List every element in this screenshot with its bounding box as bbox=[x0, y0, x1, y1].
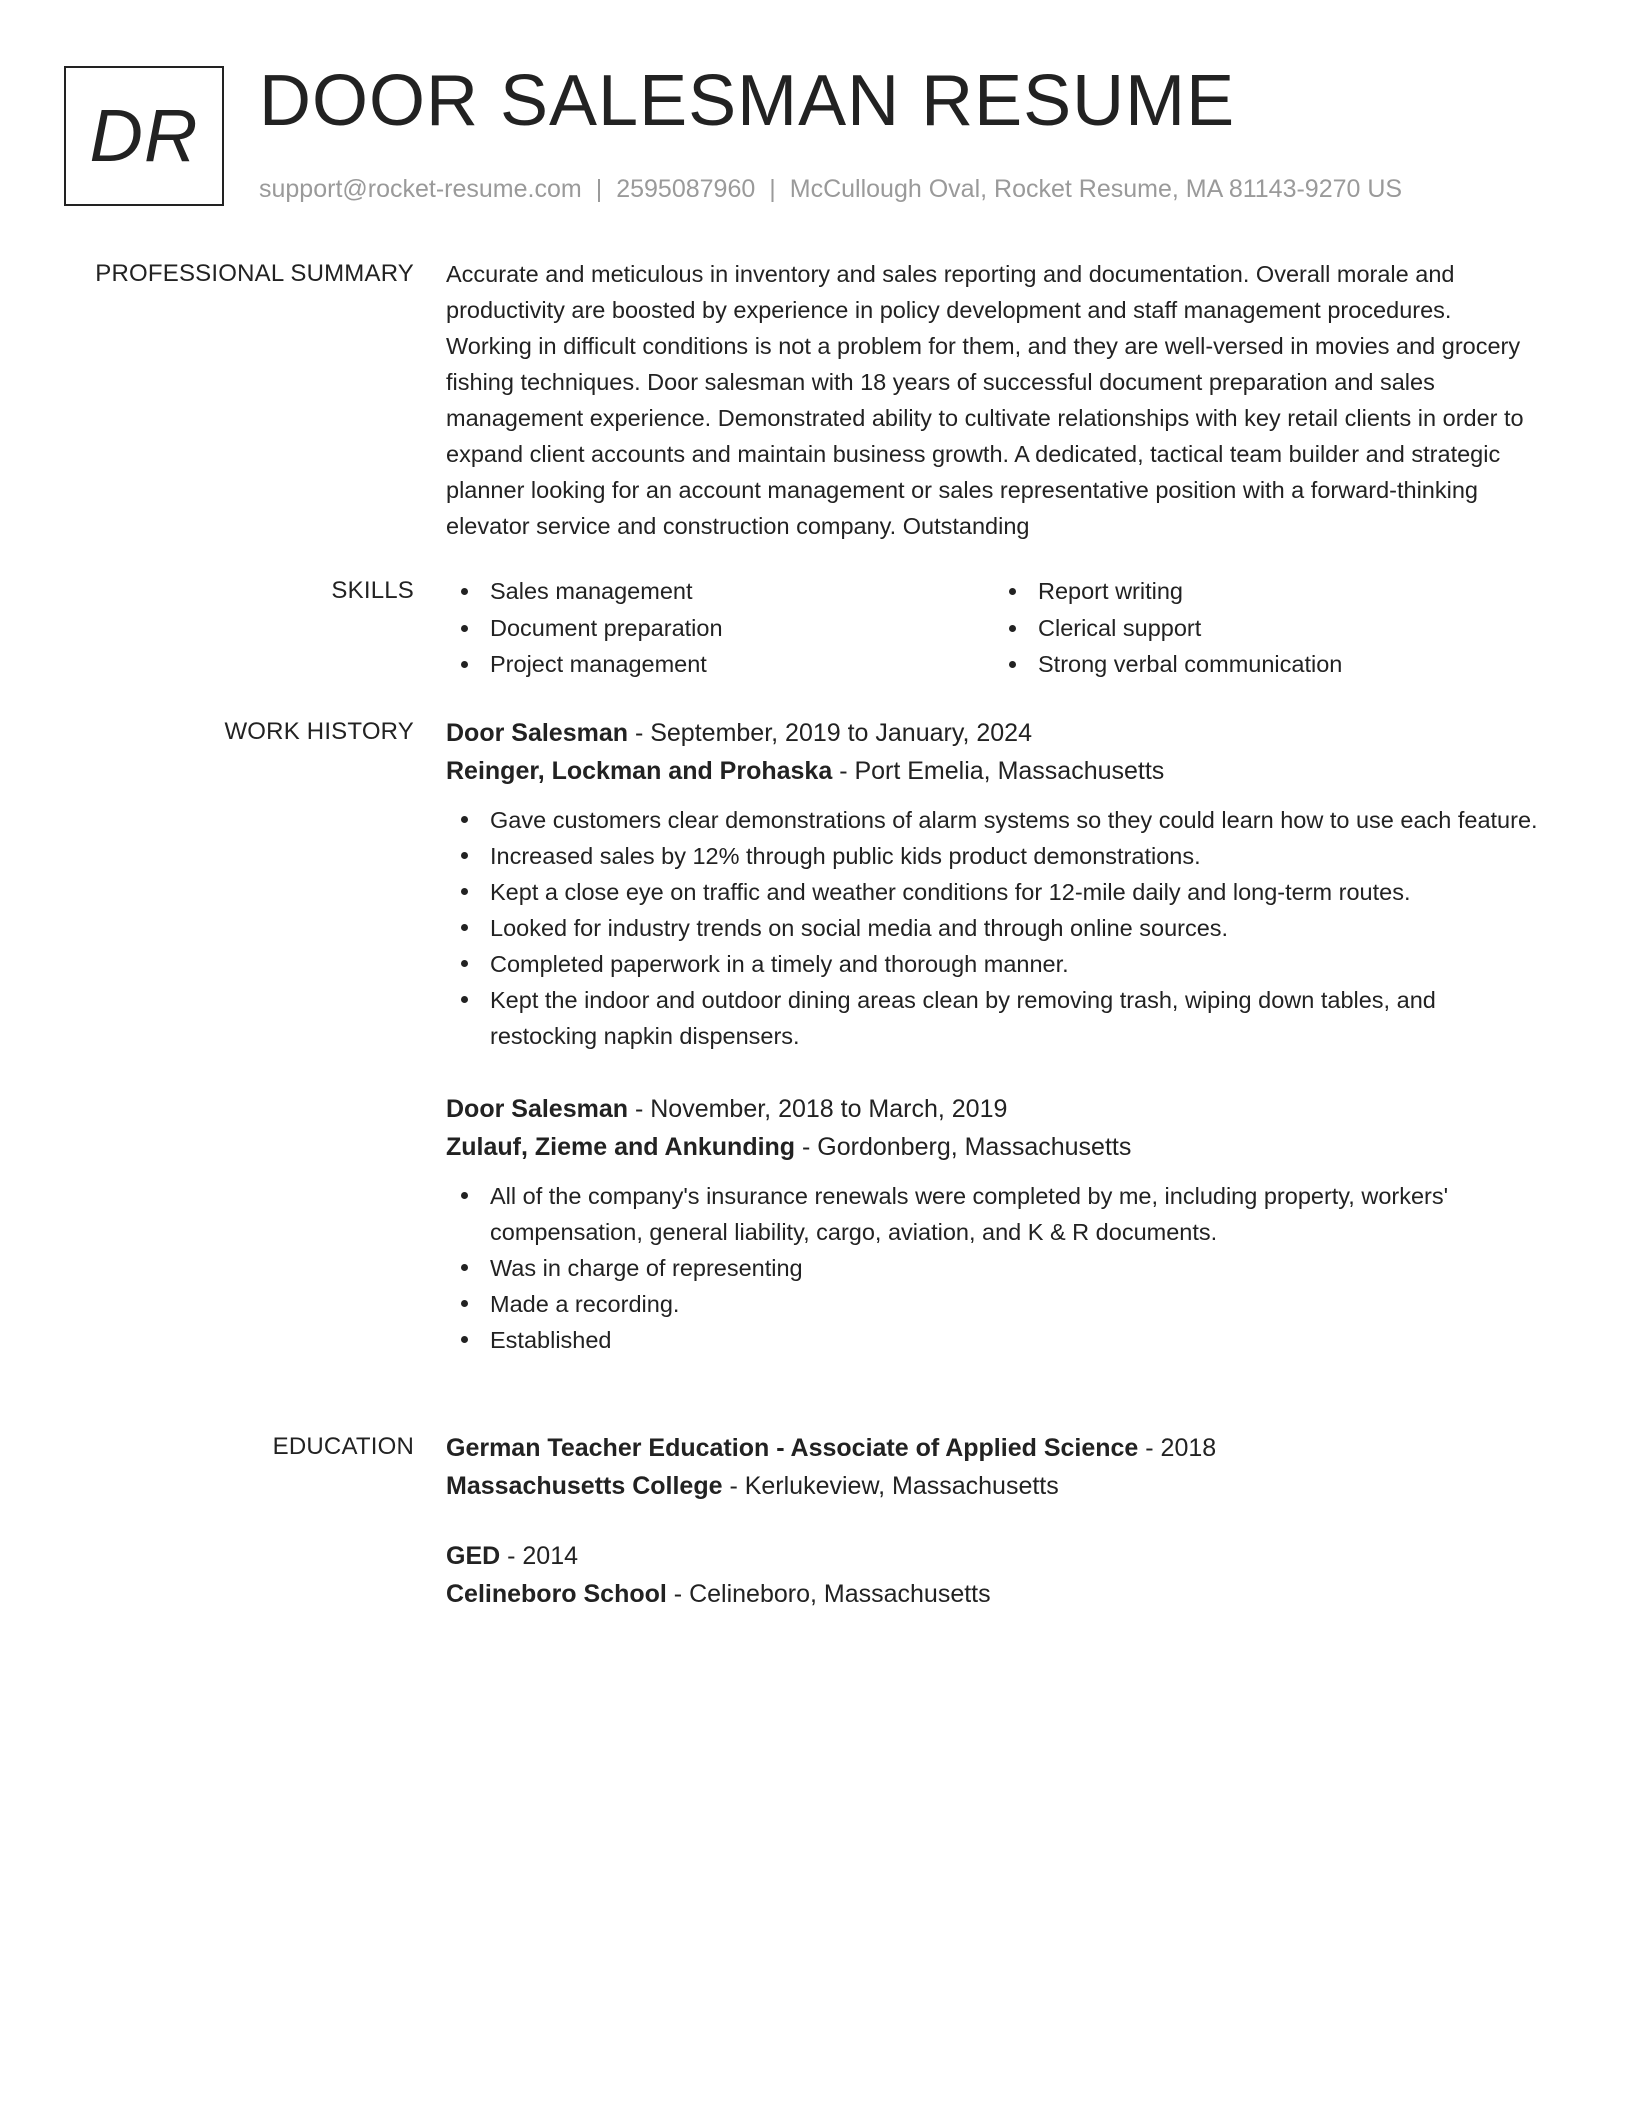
education-school: Massachusetts College bbox=[446, 1472, 723, 1500]
education-school-line bbox=[446, 1575, 1541, 1613]
job-bullets bbox=[446, 1178, 1541, 1358]
contact-address: McCullough Oval, Rocket Resume, MA 81143-9270 US bbox=[789, 175, 1403, 203]
job-bullet: Looked for industry trends on social media and through online sources. bbox=[446, 910, 1541, 946]
work-history-heading: WORK HISTORY bbox=[224, 718, 414, 745]
summary-text: Accurate and meticulous in inventory and sales reporting and documentation. Overall morale and productivity are boosted by experience in policy development and staff management procedures. Working in difficult conditions is not a problem for them, and they are well-versed in movies and grocery fishing techniques. Door salesman with 18 years of successful document preparation and sales management experience. Demonstrated ability to cultivate relationships with key retail clients in order to expand client accounts and maintain business growth. A dedicated, tactical team builder and strategic planner looking for an account management or sales representative position with a forward-thinking elevator service and construction company. Outstanding bbox=[446, 261, 1524, 539]
bullet-dot-icon bbox=[1009, 661, 1016, 668]
contact-separator: | bbox=[595, 175, 603, 203]
education-degree: German Teacher Education - Associate of Applied Science bbox=[446, 1434, 1139, 1462]
skill-item: Project management bbox=[446, 646, 994, 683]
job-title: Door Salesman bbox=[446, 719, 629, 747]
skill-item: Report writing bbox=[994, 573, 1542, 610]
education-year: - 2018 bbox=[1138, 1434, 1217, 1462]
job-entry bbox=[446, 1090, 1541, 1358]
bullet-dot-icon bbox=[461, 1264, 468, 1271]
bullet-dot-icon bbox=[461, 816, 468, 823]
contact-line bbox=[259, 174, 1402, 204]
job-bullet: Made a recording. bbox=[446, 1286, 1541, 1322]
skill-item: Strong verbal communication bbox=[994, 646, 1542, 683]
education-school: Celineboro School bbox=[446, 1580, 667, 1608]
skill-item: Sales management bbox=[446, 573, 994, 610]
job-location: - Gordonberg, Massachusetts bbox=[795, 1133, 1132, 1161]
bullet-dot-icon bbox=[1009, 625, 1016, 632]
resume-header bbox=[64, 61, 1564, 212]
job-bullet: Kept the indoor and outdoor dining areas clean by removing trash, wiping down tables, and restocking napkin dispensers. bbox=[446, 982, 1541, 1054]
education-degree-line bbox=[446, 1537, 1541, 1575]
education-degree-line bbox=[446, 1429, 1541, 1467]
bullet-dot-icon bbox=[461, 661, 468, 668]
skill-item: Clerical support bbox=[994, 610, 1542, 647]
education-location: - Kerlukeview, Massachusetts bbox=[722, 1472, 1059, 1500]
job-entry bbox=[446, 714, 1541, 1054]
skill-item: Document preparation bbox=[446, 610, 994, 647]
job-company-line bbox=[446, 1128, 1541, 1166]
education-degree: GED bbox=[446, 1542, 501, 1570]
monogram-badge bbox=[64, 66, 224, 206]
contact-phone: 2595087960 bbox=[616, 175, 756, 203]
bullet-dot-icon bbox=[461, 852, 468, 859]
education-school-line bbox=[446, 1467, 1541, 1505]
bullet-dot-icon bbox=[461, 1192, 468, 1199]
job-title: Door Salesman bbox=[446, 1095, 629, 1123]
skills-body bbox=[446, 573, 1541, 683]
bullet-dot-icon bbox=[461, 960, 468, 967]
job-company-line bbox=[446, 752, 1541, 790]
education-entry bbox=[446, 1537, 1541, 1613]
bullet-dot-icon bbox=[461, 996, 468, 1003]
job-bullet: Increased sales by 12% through public kids product demonstrations. bbox=[446, 838, 1541, 874]
contact-separator: | bbox=[769, 175, 776, 203]
skills-list bbox=[446, 573, 1541, 683]
education-entry bbox=[446, 1429, 1541, 1505]
bullet-dot-icon bbox=[461, 888, 468, 895]
education-heading: EDUCATION bbox=[272, 1433, 414, 1460]
monogram-initials: DR bbox=[89, 94, 199, 177]
summary-heading: PROFESSIONAL SUMMARY bbox=[95, 260, 414, 287]
bullet-dot-icon bbox=[1009, 588, 1016, 595]
bullet-dot-icon bbox=[461, 588, 468, 595]
education-body bbox=[446, 1429, 1541, 1613]
contact-email: support@rocket-resume.com bbox=[259, 175, 582, 203]
summary-body bbox=[446, 256, 1541, 544]
job-bullet: Completed paperwork in a timely and thorough manner. bbox=[446, 946, 1541, 982]
job-bullet: Kept a close eye on traffic and weather conditions for 12-mile daily and long-term routes. bbox=[446, 874, 1541, 910]
job-bullet: Was in charge of representing bbox=[446, 1250, 1541, 1286]
job-company: Reinger, Lockman and Prohaska bbox=[446, 757, 833, 785]
bullet-dot-icon bbox=[461, 625, 468, 632]
job-dates: - November, 2018 to March, 2019 bbox=[628, 1095, 1008, 1123]
education-location: - Celineboro, Massachusetts bbox=[666, 1580, 991, 1608]
bullet-dot-icon bbox=[461, 924, 468, 931]
job-bullet: Gave customers clear demonstrations of alarm systems so they could learn how to use each feature. bbox=[446, 802, 1541, 838]
job-company: Zulauf, Zieme and Ankunding bbox=[446, 1133, 796, 1161]
job-dates: - September, 2019 to January, 2024 bbox=[628, 719, 1032, 747]
bullet-dot-icon bbox=[461, 1336, 468, 1343]
skills-heading: SKILLS bbox=[331, 577, 414, 604]
job-bullet: All of the company's insurance renewals were completed by me, including property, workers' compensation, general liability, cargo, aviation, and K & R documents. bbox=[446, 1178, 1541, 1250]
resume-title: DOOR SALESMAN RESUME bbox=[259, 61, 1236, 141]
work-history-body bbox=[446, 714, 1541, 1358]
job-title-line bbox=[446, 714, 1541, 752]
job-location: - Port Emelia, Massachusetts bbox=[832, 757, 1165, 785]
job-title-line bbox=[446, 1090, 1541, 1128]
job-bullet: Established bbox=[446, 1322, 1541, 1358]
job-bullets bbox=[446, 802, 1541, 1054]
education-year: - 2014 bbox=[500, 1542, 579, 1570]
bullet-dot-icon bbox=[461, 1300, 468, 1307]
